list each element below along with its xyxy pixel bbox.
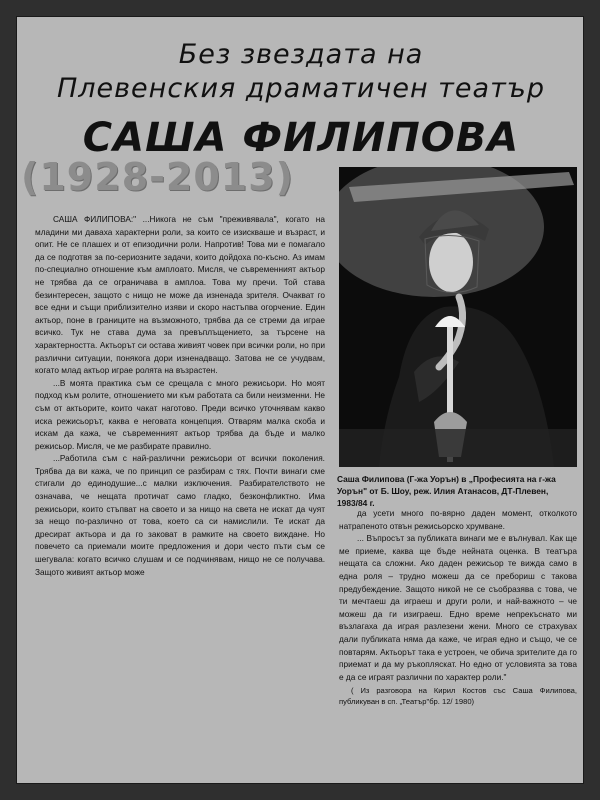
left-paragraph-3: ...Работила съм с най-различни режисьори от всички поколения. Трябва да ви кажа, че по принцип се разбирам с тях. Почти винаги сме стигали до единодушие...с малки изключения. Разбирателството не означава, че нещата протичат само гладко, безконфликтно. Има режисьори, които стъпват на своето и за нищо на света не искат да чуят за нещо по-различно от това, което са си намислили. Те искат да дресират актьора и да го заковат в рамките на своето виждане. Но повечето са приемали моите предложения и дори често пъти съм се шегувала: когато всичко слушам и се подчинявам, нищо не се получава. Защото живият актьор може [35,453,325,577]
photo-caption: Саша Филипова (Г-жа Уорън) в „Професията на г-жа Уорън" от Б. Шоу, реж. Илия Атанасов, ДТ-Плевен, 1983/84 г. [337,474,556,508]
life-years: (1928-2013) [21,155,295,199]
photo-illustration [339,167,577,467]
right-paragraph-1: да усети много по-вярно даден момент, отколкото натрапеното отвън режисьорско хрумване. [339,508,577,531]
left-paragraph-1: САША ФИЛИПОВА:" ...Никога не съм "преживявала", когато на младини ми даваха характерни роли, за които се изискваше и възраст, и опит. Не се плашех и от епизодични роли. Напротив! Това ми е помагало да се подготвя за по-сериозните задачи, които дойдоха по-късно. Аз имам по-специално отношение към амплоато. Мисля, че съвременният актьор не трябва да се ограничава в амплоа. Това му пречи. Той става безинтересен, защото с нищо не може да изненада зрителя. Очакват го все едни и същи приблизително изяви и скоро настъпва огорчение. Един актьор, поне в границите на възможното, трябва да се стреми да играе всичко. Тук не става дума за превъплъщението, за търсене на характерността. Актьорът си остава живият човек при всички роли, но при различни ситуации, понякога дори изненадващо. Затова не се учудвам, когато млад актьор играе ролята на възрастен. [35,214,325,376]
portrait-photo-icon [339,167,577,467]
title-line-1: Без звездата на [178,39,424,70]
right-paragraph-2: ... Въпросът за публиката винаги ме е вълнувал. Как ще ме приеме, каква ще бъде нейната оценка. В театъра нещата са сложни. Ако даден режисьор те вижда само в една роля – трудно можеш да се пребориш с такова предубеждение. Защото никой не се съобразява с това, че ти мечтаеш да играеш и други роли, и най-важното – че можеш да ги изиграеш. Едно време непрекъснато ми възлагаха да играя разлезени жени. Много се страхувах дали публиката няма да каже, че играя едно и също, че се повтарям. Актьорът така е устроен, че обича зрителите да го приемат и да му ръкопляскат. Но едно от условията за това е да се играят различни по характер роли." [339,533,577,682]
actress-name: САША ФИЛИПОВА [82,115,520,161]
article-page [16,16,584,784]
photo-floor [339,429,577,467]
left-column [35,213,325,578]
right-column [339,507,577,707]
face [429,232,473,292]
title-line-2: Плевенския драматичен театър [56,73,546,104]
source-note: ( Из разговора на Кирил Костов със Саша Филипова, публикуван в сп. „Театър"бр. 12/ 1980) [339,686,577,707]
left-paragraph-2: ...В моята практика съм се срещала с много режисьори. Но моят подход към ролите, отношението ми към работата са били неизменни. Не съм от актьорите, които чакат наготово. Преди всичко уточнявам какво иска режисьорът, каква е неговата концепция. Отварям малка скоба и искам да кажа, че съвременният актьор трябва да бъде и малко режисьор. Мисля, че ме разбирате правилно. [35,377,325,451]
